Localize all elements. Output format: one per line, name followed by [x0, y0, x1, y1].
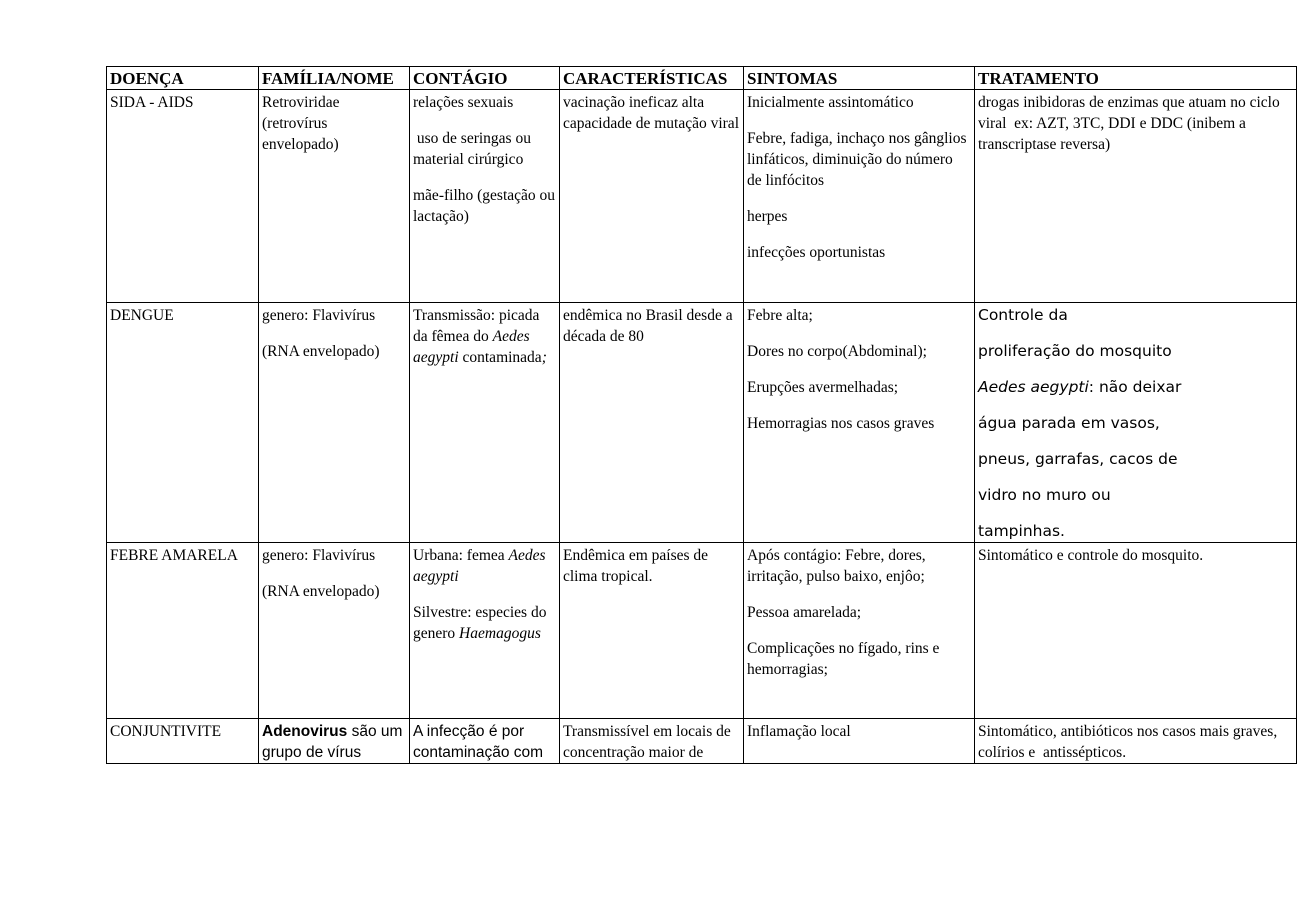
sintoma-line: Febre alta; [747, 307, 813, 324]
sintoma-line: Pessoa amarelada; [747, 604, 862, 621]
cell-contagio [410, 90, 560, 303]
header-row [107, 67, 1297, 90]
cell-tratamento [975, 90, 1297, 303]
sintoma-line: herpes [747, 208, 788, 225]
sintoma-line: Febre, fadiga, inchaço nos gânglios linfáticos, diminuição do número de linfócitos [747, 130, 967, 189]
tratamento-line: pneus, garrafas, cacos de [978, 450, 1178, 468]
sintoma-line: Hemorragias nos casos graves [747, 415, 935, 432]
cell-caracteristicas [560, 543, 744, 719]
contagio-suffix: contaminada [458, 349, 542, 366]
cell-sintomas [744, 303, 975, 543]
tratamento-text: drogas inibidoras de enzimas que atuam no ciclo viral ex: AZT, 3TC, DDI e DDC (inibem a transcriptase reversa) [978, 94, 1284, 153]
tratamento-line: Controle da [978, 306, 1068, 324]
header-sintomas: SINTOMAS [744, 67, 975, 90]
cell-caracteristicas [560, 90, 744, 303]
table-row-conjuntivite [107, 719, 1297, 764]
contagio-silvestre-prefix: Silvestre: especies do genero [413, 604, 547, 642]
cell-doenca [107, 303, 259, 543]
cell-familia [259, 303, 410, 543]
cell-familia [259, 719, 410, 764]
sintoma-line: Erupções avermelhadas; [747, 379, 899, 396]
cell-caracteristicas [560, 303, 744, 543]
cell-doenca [107, 543, 259, 719]
familia-rest: são um grupo de vírus [262, 723, 403, 761]
header-caracteristicas: CARACTERÍSTICAS [560, 67, 744, 90]
cell-sintomas [744, 90, 975, 303]
header-tratamento: TRATAMENTO [975, 67, 1297, 90]
tratamento-line: água parada em vasos, [978, 414, 1160, 432]
tratamento-text: Sintomático, antibióticos nos casos mais graves, colírios e antissépticos. [978, 723, 1282, 761]
tratamento-line: proliferação do mosquito [978, 342, 1172, 360]
sintoma-text: Inflamação local [747, 723, 851, 740]
doenca-name: FEBRE AMARELA [110, 547, 238, 564]
contagio-end: ; [541, 349, 547, 366]
cell-contagio [410, 303, 560, 543]
tratamento-line: vidro no muro ou [978, 486, 1111, 504]
cell-familia [259, 543, 410, 719]
cell-contagio [410, 543, 560, 719]
contagio-line: mãe-filho (gestação ou lactação) [413, 187, 556, 225]
familia-line: (RNA envelopado) [262, 343, 380, 360]
species-name: Aedes aegypti [978, 378, 1089, 396]
header-familia: FAMÍLIA/NOME [259, 67, 410, 90]
cell-sintomas [744, 719, 975, 764]
doenca-name: SIDA - AIDS [110, 94, 194, 111]
familia-line: genero: Flavivírus [262, 547, 376, 564]
table-row-febre-amarela [107, 543, 1297, 719]
cell-contagio [410, 719, 560, 764]
table-row-dengue [107, 303, 1297, 543]
contagio-urbana [413, 545, 556, 587]
cell-doenca [107, 719, 259, 764]
disease-table [106, 66, 1297, 764]
cell-doenca [107, 90, 259, 303]
cell-familia [259, 90, 410, 303]
tratamento-after-species: : não deixar [1088, 378, 1182, 396]
contagio-line: relações sexuais [413, 94, 514, 111]
cell-tratamento [975, 543, 1297, 719]
caracteristicas-text: Endêmica em países de clima tropical. [563, 547, 709, 585]
contagio-text: A infecção é por contaminação com [413, 723, 544, 761]
sintoma-line: infecções oportunistas [747, 244, 886, 261]
contagio-line: uso de seringas ou material cirúrgico [413, 130, 535, 168]
species-name: Haemagogus [459, 625, 541, 642]
familia-line: (RNA envelopado) [262, 583, 380, 600]
tratamento-text: Sintomático e controle do mosquito. [978, 547, 1204, 564]
caracteristicas-text: Transmissível em locais de concentração maior de [563, 723, 731, 761]
familia-line: genero: Flavivírus [262, 307, 376, 324]
caracteristicas-text: endêmica no Brasil desde a década de 80 [563, 307, 733, 345]
doenca-name: DENGUE [110, 307, 174, 324]
sintoma-line: Inicialmente assintomático [747, 94, 914, 111]
cell-tratamento [975, 303, 1297, 543]
table-row-aids [107, 90, 1297, 303]
header-contagio: CONTÁGIO [410, 67, 560, 90]
header-doenca: DOENÇA [107, 67, 259, 90]
cell-tratamento [975, 719, 1297, 764]
tratamento-line [978, 377, 1293, 398]
species-name: Aedes aegypti [413, 547, 546, 585]
contagio-urbana-prefix: Urbana: femea [413, 547, 509, 564]
tratamento-line: tampinhas. [978, 522, 1065, 540]
contagio-prefix: Transmissão: picada da fêmea do [413, 307, 540, 345]
sintoma-line: Complicações no fígado, rins e hemorragias; [747, 640, 940, 678]
species-name: Aedes aegypti [413, 328, 530, 366]
cell-caracteristicas [560, 719, 744, 764]
sintoma-line: Dores no corpo(Abdominal); [747, 343, 927, 360]
caracteristicas-text: vacinação ineficaz alta capacidade de mutação viral [563, 94, 739, 132]
sintoma-line: Após contágio: Febre, dores, irritação, pulso baixo, enjôo; [747, 547, 926, 585]
familia-bold: Adenovirus [262, 723, 348, 740]
cell-sintomas [744, 543, 975, 719]
familia-text: Retroviridae (retrovírus envelopado) [262, 94, 340, 153]
contagio-silvestre [413, 602, 556, 644]
doenca-name: CONJUNTIVITE [110, 723, 222, 740]
